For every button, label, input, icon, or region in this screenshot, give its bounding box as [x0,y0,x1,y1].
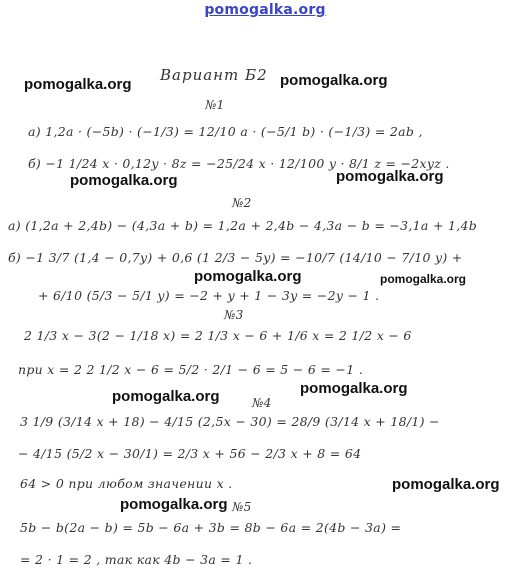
task-5-label: №5 [232,500,252,514]
task-1-line-b: б) −1 1/24 x · 0,12y · 8z = −25/24 x · 12/100 y · 8/1 z = −2xyz . [28,156,450,171]
task-4-line-b: − 4/15 (5/2 x − 30/1) = 2/3 x + 56 − 2/3 x + 8 = 64 [18,446,362,461]
task-3-line-a: 2 1/3 x − 3(2 − 1/18 x) = 2 1/3 x − 6 + 1/6 x = 2 1/2 x − 6 [24,328,412,343]
task-4-label: №4 [252,396,272,410]
task-4-line-a: 3 1/9 (3/14 x + 18) − 4/15 (2,5x − 30) = 28/9 (3/14 x + 18/1) − [20,414,440,429]
watermark: pomogalka.org [194,268,302,285]
task-5-line-a: 5b − b(2a − b) = 5b − 6a + 3b = 8b − 6a = 2(4b − 3a) = [20,520,402,535]
variant-title: Вариант Б2 [160,66,268,84]
watermark: pomogalka.org [24,76,132,93]
task-5-line-b: = 2 · 1 = 2 , так как 4b − 3a = 1 . [20,552,253,567]
watermark: pomogalka.org [70,172,178,189]
task-2-line-c: + 6/10 (5/3 − 5/1 y) = −2 + y + 1 − 3y = −2y − 1 . [38,288,380,303]
watermark: pomogalka.org [300,380,408,397]
watermark: pomogalka.org [280,72,388,89]
task-1-line-a: а) 1,2a · (−5b) · (−1/3) = 12/10 a · (−5/1 b) · (−1/3) = 2ab , [28,124,423,139]
watermark: pomogalka.org [336,168,444,185]
task-1-label: №1 [205,98,225,112]
watermark: pomogalka.org [120,496,228,513]
task-2-label: №2 [232,196,252,210]
task-2-line-b: б) −1 3/7 (1,4 − 0,7y) + 0,6 (1 2/3 − 5y) = −10/7 (14/10 − 7/10 y) + [8,250,463,265]
watermark: pomogalka.org [380,272,467,286]
site-header-link[interactable]: pomogalka.org [204,2,326,18]
task-2-line-a: а) (1,2a + 2,4b) − (4,3a + b) = 1,2a + 2,4b − 4,3a − b = −3,1a + 1,4b [8,218,478,233]
task-3-label: №3 [224,308,244,322]
task-3-line-b: при x = 2 2 1/2 x − 6 = 5/2 · 2/1 − 6 = 5 − 6 = −1 . [18,362,363,377]
watermark: pomogalka.org [392,476,500,493]
watermark: pomogalka.org [112,388,220,405]
task-4-line-c: 64 > 0 при любом значении x . [20,476,233,491]
